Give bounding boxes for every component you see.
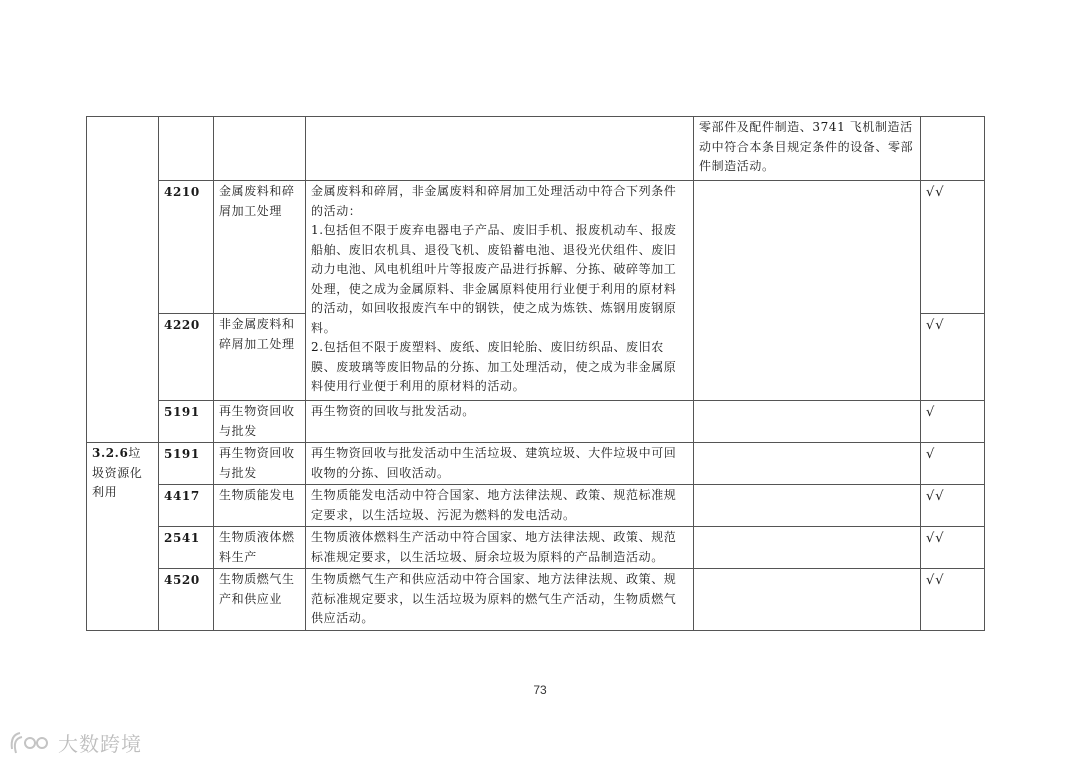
description-cell [306, 117, 694, 181]
industry-name-cell: 再生物资回收与批发 [214, 443, 306, 485]
industry-code-cell: 4210 [159, 181, 214, 314]
table-row [87, 117, 985, 181]
watermark-logo-icon [8, 729, 52, 757]
industry-name-cell: 生物质燃气生产和供应业 [214, 569, 306, 631]
note-cell [694, 443, 921, 485]
description-cell: 生物质燃气生产和供应活动中符合国家、地方法律法规、政策、规范标准规定要求，以生活垃圾为原料的燃气生产活动，生物质燃气供应活动。 [306, 569, 694, 631]
industry-code-cell: 5191 [159, 443, 214, 485]
table-row [87, 181, 985, 314]
mark-cell: √√ [921, 527, 985, 569]
table-row [87, 443, 985, 485]
watermark [8, 728, 142, 757]
mark-cell: √ [921, 401, 985, 443]
category-code: 3.2.6 [92, 446, 129, 460]
note-cell [694, 401, 921, 443]
mark-cell: √√ [921, 181, 985, 314]
description-cell: 金属废料和碎屑，非金属废料和碎屑加工处理活动中符合下列条件的活动： 1.包括但不限于废弃电器电子产品、废旧手机、报废机动车、报废船舶、废旧农机具、退役飞机、废铅蓄电池、退役光伏组件、废旧动力电池、风电机组叶片等报废产品进行拆解、分拣、破碎等加工处理，使之成为金属原料、非金属原料使用行业便于利用的原材料的活动，如回收报废汽车中的钢铁，使之成为炼铁、炼钢用废钢原料。 2.包括但不限于废塑料、废纸、废旧轮胎、废旧纺织品、废旧农膜、废玻璃等废旧物品的分拣、加工处理活动，使之成为非金属原料使用行业便于利用的原材料的活动。 [306, 181, 694, 401]
page-number: 73 [533, 683, 547, 697]
description-cell: 生物质能发电活动中符合国家、地方法律法规、政策、规范标准规定要求，以生活垃圾、污泥为燃料的发电活动。 [306, 485, 694, 527]
category-cell [87, 443, 159, 631]
industry-name-cell: 再生物资回收与批发 [214, 401, 306, 443]
category-name: 垃圾资源化利用 [92, 446, 143, 499]
mark-cell: √√ [921, 485, 985, 527]
note-cell: 零部件及配件制造、3741 飞机制造活动中符合本条目规定条件的设备、零部件制造活动。 [694, 117, 921, 181]
note-cell [694, 181, 921, 401]
table-row [87, 485, 985, 527]
mark-cell: √ [921, 443, 985, 485]
mark-cell: √√ [921, 314, 985, 401]
note-cell [694, 527, 921, 569]
industry-code-cell: 2541 [159, 527, 214, 569]
table-row [87, 401, 985, 443]
industry-code-cell: 4520 [159, 569, 214, 631]
industry-code-cell: 4417 [159, 485, 214, 527]
category-cell-empty [87, 117, 159, 443]
table-row [87, 527, 985, 569]
industry-name-cell: 金属废料和碎屑加工处理 [214, 181, 306, 314]
industry-name-cell: 非金属废料和碎屑加工处理 [214, 314, 306, 401]
industry-code-cell: 5191 [159, 401, 214, 443]
industry-name-cell: 生物质能发电 [214, 485, 306, 527]
table-row [87, 569, 985, 631]
watermark-text: 大数跨境 [58, 732, 142, 756]
industry-name-cell [214, 117, 306, 181]
industry-code-cell: 4220 [159, 314, 214, 401]
note-cell [694, 485, 921, 527]
note-cell [694, 569, 921, 631]
description-cell: 生物质液体燃料生产活动中符合国家、地方法律法规、政策、规范标准规定要求，以生活垃圾、厨余垃圾为原料的产品制造活动。 [306, 527, 694, 569]
mark-cell: √√ [921, 569, 985, 631]
industry-name-cell: 生物质液体燃料生产 [214, 527, 306, 569]
description-cell: 再生物资的回收与批发活动。 [306, 401, 694, 443]
description-cell: 再生物资回收与批发活动中生活垃圾、建筑垃圾、大件垃圾中可回收物的分拣、回收活动。 [306, 443, 694, 485]
mark-cell [921, 117, 985, 181]
industry-classification-table [86, 116, 985, 631]
industry-code-cell [159, 117, 214, 181]
